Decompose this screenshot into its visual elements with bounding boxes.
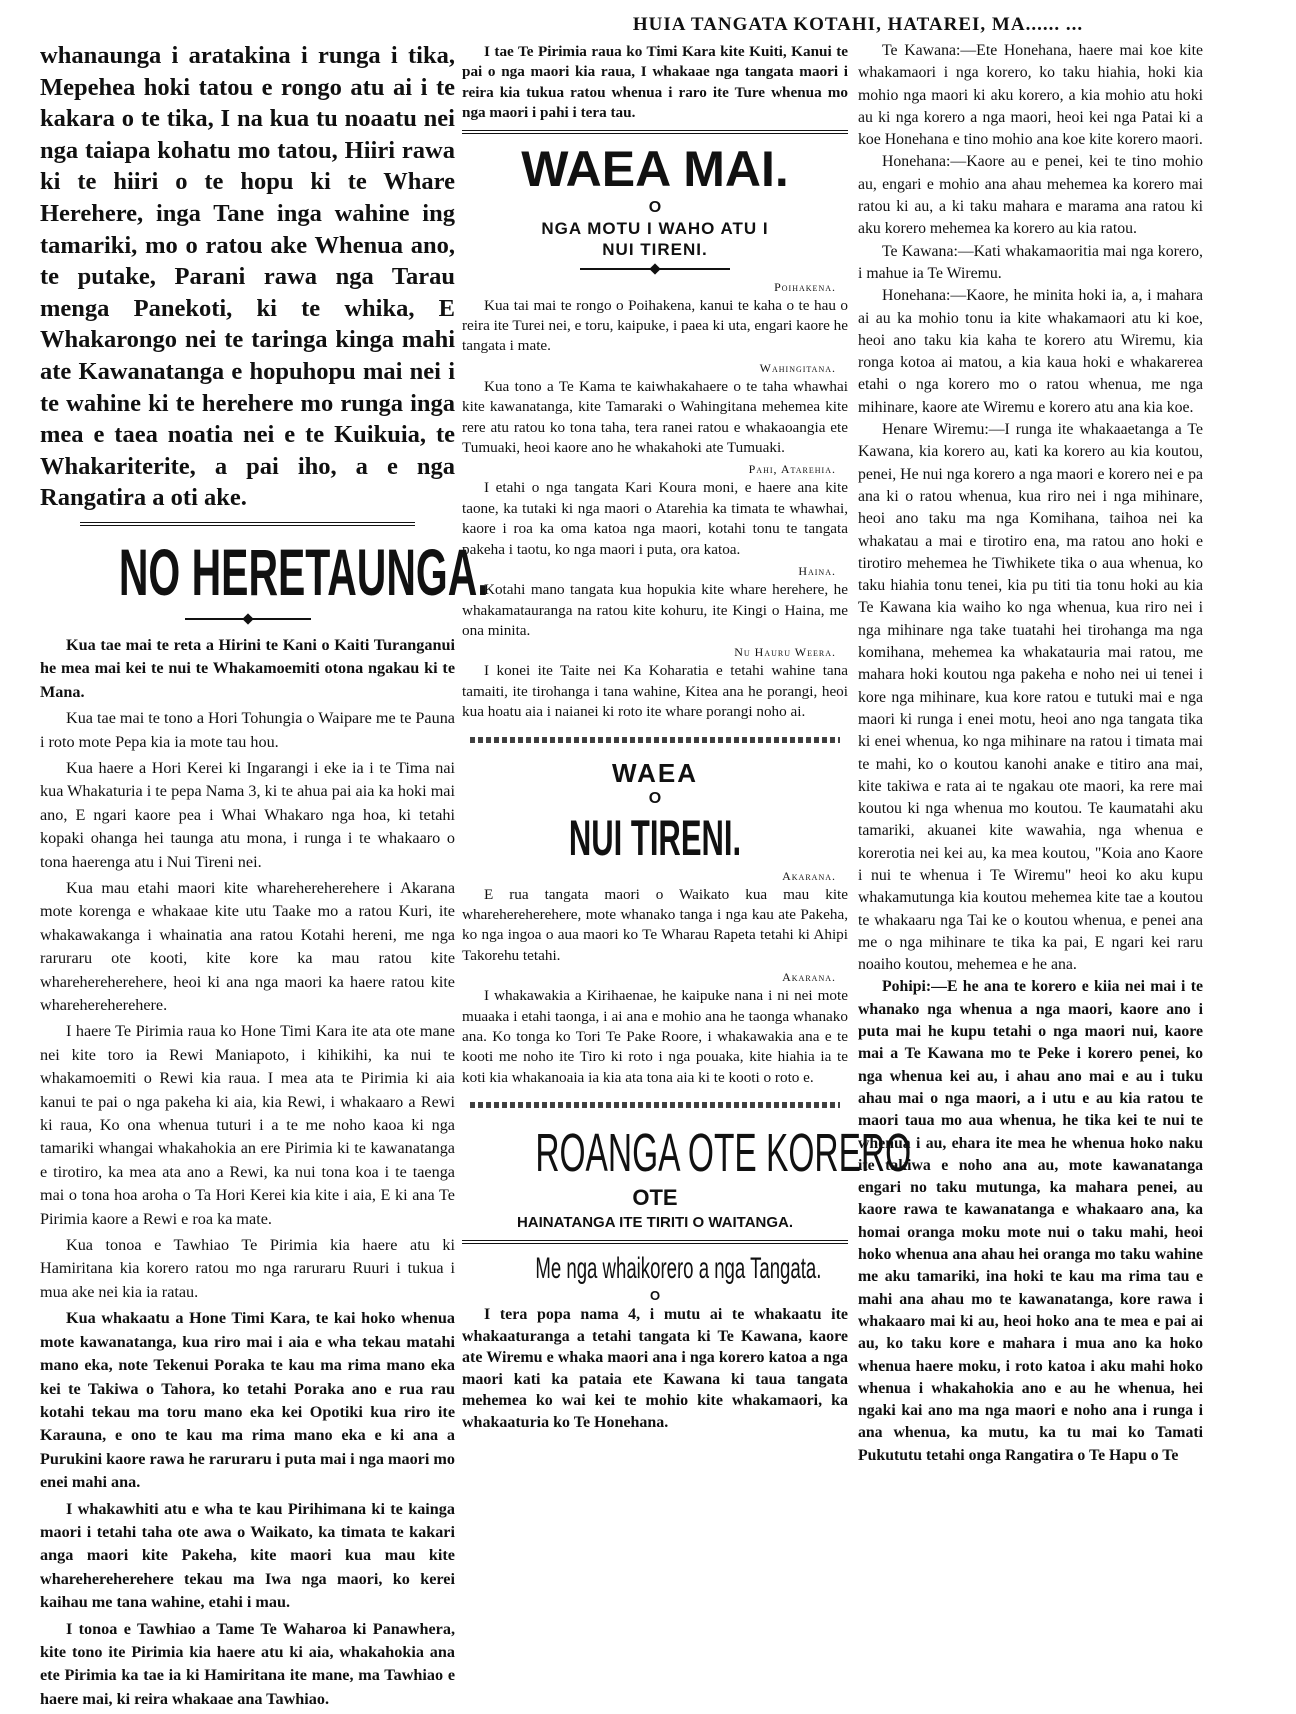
heading-o: O [648,198,662,216]
speech-paragraph: Te Kawana:—Ete Honehana, haere mai koe kite whakamaori i nga korero, ko taku hiahia, hoki kia mohio nga maori ki aku korero, a kia mohio atu hoki au ki nga korero a nga maori, heoi kei nga Patai ki a koe Honehana e tino mohio ana koe kite korero maori. [858,42,1203,149]
heading-no-heretaunga: NO HERETAUNGA. [118,534,489,609]
news-item: E rua tangata maori o Waikato kua mau kite wharehereherehere, mote whanako tanga i nga kau ate Pakeha, ko nga ingoa o aua maori ko Te Wharau Rapeta tetahi ki Ahipi Takorehu tetahi. [462,885,848,964]
ornament-o: O [649,1288,661,1304]
speech-paragraph: Henare Wiremu:—I runga ite whakaaetanga a Te Kawana, kia korero au, kati ka korero au kia koutou, penei, He nui nga korero a nga maori e korero nei e pa ana ki o ratou whenua, kua riro nei i nga mihinare, heoi ano taku ma nga Komihana, taihoa nei ka whakatau a mai e tirotiro ena, ma ratou ano hoki e tirotiro mehemea he Tiwhikete tika o aua whenua, ko taku hiahia tonu tenei, kia pu titi tia tonu hoki au kia Te Kawana kia waiho ko nga whenua, kua riro nei i nga mihinare nga take tuatahi hei tirohanga ma nga komihana, mehemea ka whakatauria mai ratou, me mahara hoki koutou nga pakeha e noho nei ui tenei i kore nga mihinare, kua kore ratou e tutuki mai e nga maori ki runga i enei motu, heoi ano nga tangata tika ki enei whenua, ko nga mihinare na ratou i timata mai te mahi, ko o koutou kanohi anake e titiro ana mai, kite takiwa e rata ai te ngakau ote maori, ka rere mai koutou ki nga whenua mo koutou. Te kaumatahi aku tamariki, akuanei kite wawahia, nga whenua e korerotia nei kei au, ka mea koutou, "Koia ano Kaore i nui te whenua i Te Wiremu" heoi ko aku kupu whakamutunga kia koutou mehemea kite tae a koutou te whakaaru nga Tai ke o koutou whenua, e penei ana me o nga mihinare te tika ka pai, E ngari kei raru noaiho koutou, mehemea e he ana. [858,421,1203,974]
news-item: Kua tonoa e Tawhiao Te Pirimia kia haere atu ki Hamiritana kia korero ratou mo nga raruraru Ruuri i tukua i mua ake nei kia ia ratau. [40,1236,455,1301]
ornament-rule [185,614,311,624]
ornament-diamond [649,263,660,274]
dateline: Poihakena. [774,279,836,294]
speech-paragraph: Honehana:—Kaore, he minita hoki ia, a, i mahara ai au ka mohio tonu ia kite whakamaori atu ki koe, heoi ano taku kia kaha te korero atu Wiremu, kia ronga kotoa ai matou, a kia kaua hoki e whakarerea etahi o nga korero mo o ratou whenua, me nga mihinare, kaore ate Wiremu e korero atu ana kia koe. [858,287,1203,416]
wavy-divider [470,737,840,743]
dateline: Pahi, Atarehia. [748,462,836,477]
subheading-nui-tireni: NUI TIRENI. [602,239,708,259]
subtitle-whaikorero: Me nga whaikorero a nga Tangata. [535,1252,822,1286]
running-header-text: HUIA TANGATA KOTAHI, HATAREI, MA...... ... [632,14,1084,35]
left-news-items [40,634,455,1711]
news-item: I tera popa nama 4, i mutu ai te whakaatu ite whakaaturanga a tetahi tangata ki Te Kawana, kaore ate Wiremu e whaka maori ana i nga korero katoa a nga maori kati ka pataia ete Kawana ki taua tangata mehemea ko wai kei te mohio kite whakamaori, ka whakaaturia ko Te Honehana. [462,1306,848,1431]
news-item: I etahi o nga tangata Kari Koura moni, e haere ana kite taone, ka tutaki ki nga maori o Atarehia ka timata te whawhai, kaore i roa ka oma katoa nga maori, kotahi tonu te tangata pakeha i taotu, ko nga maori i puta, ora katoa. [462,479,848,558]
ornament-rule [580,264,730,274]
news-item: I haere Te Pirimia raua ko Hone Timi Kara ite ata ote mane nei kite toro ia Rewi Maniapoto, i kihikihi, ka nui te whakamoemiti o Rewi kia raua. I mea ata te Pirimia ki aia kanui te pai o nga pakeha ki aia, kia Rewi, i whakaaro a Rewi ki raua, Ko ona whenua tuturi i a te me noho kaoa ki nga tamariki whangai whakahokia an ere Pirimia ki te kawanatanga e tirotiro, ka mea ata ano a Rewi, ka nui tona koa i te taenga mai o tona hoa aroha o Ta Hori Kerei kia kite i aia, E ki ana Te Pirimia kaore a Rewi e roa ka mate. [40,1022,455,1228]
news-item: I konei ite Taite nei Ka Koharatia e tetahi wahine tana tamaiti, ite tirohanga i tana wahine, Kitea ana he porangi, heoi kua hoatu aia i naianei ki roto ite whare porangi noho ai. [462,662,848,721]
dateline: Haina. [798,564,836,579]
news-item: Kua whakaatu a Hone Timi Kara, te kai hoko whenua mote kawanatanga, kua riro mai i aia e wha tekau matahi mano eka, note Tekenui Poraka te kau ma rima mano eka kei te Takiwa o Tahora, ko tetahi Poraka ano e rua rau kotahi tekau ma toru mano eka kei Opotiki kua riro ite Karauna, e ono te kau ma rima mano eka e ki ana a Purukini kaore rawa he raruraru i puta mai i nga maori mo enei mahi ana. [40,1309,455,1492]
running-header [0,14,1296,36]
heading-ote: OTE [632,1185,678,1211]
news-item: Kua tae mai te reta a Hirini te Kani o Kaiti Turanganui he mea mai kei te nui te Whakamoemiti otona ngakau ki te Mana. [40,635,455,701]
news-item: I whakawakia a Kirihaenae, he kaipuke nana i ni nei mote muaaka i etahi taonga, i ai ana e mohio ana he taonga whanako ana. Ko tonga ko Tori Te Pake Roore, i whakawakia ana e te kooti me noho ite Tiro ki roto i nga pouaka, kite hiahia ia te koti kia whakanoaia ia kia ata tona aia ki te kooti o roto e. [462,987,848,1086]
subheading-nga-motu: NGA MOTU I WAHO ATU I [541,218,769,238]
heading-waea-mai: WAEA MAI. [521,140,789,197]
ornament-diamond [242,613,253,624]
dateline: Akarana. [782,868,836,883]
heading-waea: WAEA [612,757,698,788]
middle-intro-text: I tae Te Pirimia raua ko Timi Kara kite Kuiti, Kanui te pai o nga maori kia raua, I whakaae nga tangata maori i reira kia tukua ratou whenua i raro ite Ture whenua mo nga maori i pahi i tera tau. [462,43,848,122]
divider [80,522,415,526]
news-item: Kua tae mai te tono a Hori Tohungia o Waipare me te Pauna i roto mote Pepa kia ia mote tau hou. [40,709,455,751]
middle-column [462,42,912,1435]
subheading-hainatanga: HAINATANGA ITE TIRITI O WAITANGA. [516,1214,794,1232]
heading-nui-tireni: NUI TIRENI. [568,809,742,866]
news-item: Kua mau etahi maori kite wharehereherehere i Akarana mote korenga e whakaae kite utu Taake mo a ratou Kuri, ite whakawakanga i whainatia ana ratou Kotahi hereni, me nga raruraru ote kooti, kite kore ka mau ratou kite wharehereherehere, heoi ki ana nga maori ka haere ratou kite wharehereherehere. [40,878,455,1014]
waea-items [462,867,848,1089]
left-intro-text: whanaunga i aratakina i runga i tika, Mepehea hoki tatou e rongo atu ai i te kakara o te tika, I na kua tu noaatu nei nga taiapa kohatu mo tatou, Hiiri rawa ki te hiiri o te hopu ki te Whare Herehere, inga Tane inga wahine ing tamariki, mo o ratou ake Whenua ano, te putake, Parani rawa nga Tarau menga Panekoti, ki te whika, E Whakarongo nei te taringa kinga mahi ate Kawanatanga e hopuhopu mai nei i te wahine ki te herehere mo runga inga mea e taea noatia nei e te Kuikuia, te Whakariterite, a pai iho, a e nga Rangatira a oti ake. [40,42,455,512]
left-column [40,40,489,1714]
dateline: Wahingitana. [759,360,836,375]
speech-paragraph: Pohipi:—E he ana te korero e kiia nei mai i te whanako nga whenua a nga maori, kaore ano i puta mai he kupu tetahi o nga maori nui, kaore mai a Te Kawana mo te Peke i korero penei, ko nga whenua kei au, i ahau ano mai e au i tuku ahau mai o nga maori, a i utu e au kia ratou te maori taua mo aua whenua, he tika kei te nui te whenua i au, ehara ite mea he whenua hoko naku ite takiwa e noho ana au, mote kawanatanga engari no taku mutunga, ka mahara penei, au kaore rawa te kawanatanga e whakaaro ana, ka homai oranga moku mote nui o taku mahi, heoi hoko whenua ana ahau hei oranga mo taku wahine me aku tamariki, ina hoki te kau ma rima tau e mahi ana ahau mo te kawanatanga, kore rawa i whakaaro mai ki au, heoi hoko ana te mea e pai ai au, ko taku kore e mahara i mua ano ka hoko whenua haere moku, i roto katoa i aku mahi hoko whenua i whakahokia ano e au he whenua, hei ngaki kai ano ma nga maori e noho ana i runga i ana whenua, ka mutu, ka tu mai ko Tamati Pukututu tetahi onga Rangatira o Te Hapu o Te [858,978,1203,1464]
news-item: I tonoa e Tawhiao a Tame Te Waharoa ki Panawhera, kite tono ite Pirimia kia haere atu ki aia, whakahokia ana ete Pirimia ka tae ia ki Hamiritana ite mane, ma Tawhiao e haere mai, ki reira whakaae ana Tawhiao. [40,1619,455,1708]
heading-o: O [648,789,662,807]
news-item: Kua haere a Hori Kerei ki Ingarangi i eke ia i te Tima nai kua Whakaturia i te pepa Nama 3, ki te ahua pai aia ka hoki mai ano, E ngari kaore pea i Whai Whakaro nga hoa, ki tetahi kopaki ohanga hei taunga atu mona, i runga i te whakaaro o tona haerenga atu i Nui Tireni nei. [40,758,455,871]
waea-mai-items [462,278,848,723]
dateline: Akarana. [782,970,836,985]
heading-roanga-ote-korero: ROANGA OTE KORERO [535,1123,912,1184]
dateline: Nu Hauru Weera. [734,645,836,660]
right-column [858,40,1203,1467]
news-item: I whakawhiti atu e wha te kau Pirihimana ki te kainga maori i tetahi taha ote awa o Waikato, ka timata te kakari anga maori kite Pakeha, kite maori kua mau kite wharehereherehere tekau ma Iwa nga maori, ko kerei kaihau me tana wahine, etahi i mau. [40,1499,455,1612]
news-item: Kua tono a Te Kama te kaiwhakahaere o te taha whawhai kite kawanatanga, kite Tamaraki o Wahingitana mehemea kite rere atu ratou ko tona taha, tera ranei ratou e whakaoangia ete Tumuaki, heoi kaore ano he whakahoki ate Tumuaki. [462,377,848,457]
divider [462,130,848,134]
divider [462,1240,848,1244]
wavy-divider [470,1102,840,1108]
speech-paragraph: Honehana:—Kaore au e penei, kei te tino mohio au, engari e mohio ana ahau mehemea ka korero mai ratou ki au, a ki taku mahara e marama ana ratou ki aku korero mehemea ka korero au kia ratou. [858,153,1203,238]
news-item: Kotahi mano tangata kua hopukia kite whare herehere, he whakamatauranga na ratou kite kohuru, ite Kingi o Haina, me ona minita. [462,581,848,639]
speech-paragraph: Te Kawana:—Kati whakamaoritia mai nga korero, i mahue ia Te Wiremu. [858,242,1203,282]
news-item: Kua tai mai te rongo o Poihakena, kanui te kaha o te hau o reira ite Turei nei, e toru, kaipuke, i paea ki uta, engari kaore he tangata i mate. [462,296,848,355]
